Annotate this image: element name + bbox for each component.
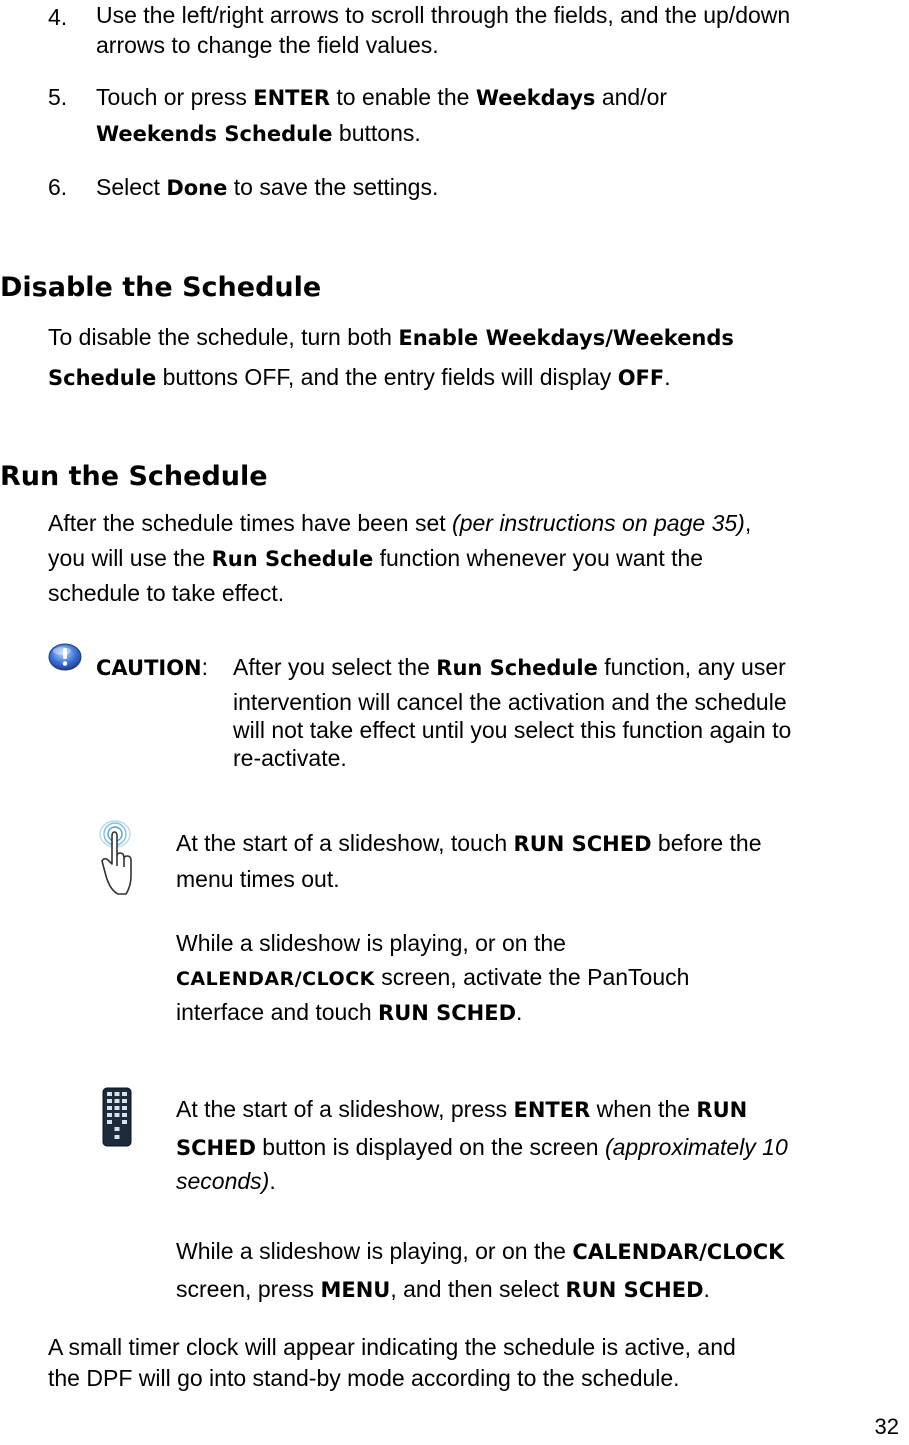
caution-label: CAUTION xyxy=(96,656,202,680)
disable-line-2 xyxy=(48,360,908,395)
step-5-mid: to enable the xyxy=(330,84,476,110)
remote-enter: ENTER xyxy=(513,1098,591,1122)
page-number: 32 xyxy=(874,1414,899,1439)
run-comma: , xyxy=(744,510,752,536)
step-4-text: Use the left/right arrows to scroll through the fields, and the up/down arrows to change the field values. xyxy=(96,2,791,58)
caution-l1pre: After you select the xyxy=(233,654,437,680)
touch-p2l3post: . xyxy=(516,999,523,1025)
step-5-mid2: and/or xyxy=(595,84,668,110)
touch-p2-line-1: While a slideshow is playing, or on the xyxy=(176,930,566,956)
footer-line-1: A small timer clock will appear indicating the schedule is active, and xyxy=(48,1334,736,1360)
remote-calendar-clock: CALENDAR/CLOCK xyxy=(572,1240,785,1264)
remote-p2-line-2 xyxy=(176,1272,710,1307)
remote-p1-line-3 xyxy=(176,1164,276,1198)
touch-p2-line-3 xyxy=(176,995,522,1030)
remote-p1end: . xyxy=(269,1168,276,1194)
step-5-weekends-schedule: Weekends Schedule xyxy=(96,122,333,146)
run-italic-ref: (per instructions on page 35) xyxy=(452,510,745,536)
caution-icon xyxy=(48,643,82,671)
touch-p1-line-2: menu times out. xyxy=(176,866,340,892)
touch-calendar-clock: CALENDAR/CLOCK xyxy=(176,968,375,990)
remote-run-sched: RUN SCHED xyxy=(565,1278,704,1302)
step-6-post: to save the settings. xyxy=(227,174,439,200)
caution-line-4: re-activate. xyxy=(233,745,347,771)
run-l2pre: you will use the xyxy=(48,545,212,571)
remote-p2-line-1 xyxy=(176,1234,784,1269)
caution-l1post: function, any user xyxy=(597,654,786,680)
caution-line-2: intervention will cancel the activation and the schedule xyxy=(233,689,787,715)
remote-p2l2pre: screen, press xyxy=(176,1276,321,1302)
remote-p1pre: At the start of a slideshow, press xyxy=(176,1096,514,1122)
touch-hand-icon xyxy=(98,820,134,898)
remote-p1mid: when the xyxy=(590,1096,697,1122)
step-6-text xyxy=(96,170,438,205)
run-l2post: function whenever you want the xyxy=(373,545,704,571)
run-line-1 xyxy=(48,506,908,540)
touch-p1post: before the xyxy=(651,830,762,856)
step-5-line-2 xyxy=(96,116,421,151)
run-heading: Run the Schedule xyxy=(0,461,268,492)
touch-run-sched-2: RUN SCHED xyxy=(378,1001,517,1025)
step-6-number: 6. xyxy=(48,174,68,200)
remote-p1l2post: button is displayed on the screen xyxy=(255,1134,605,1160)
step-5-line-1 xyxy=(96,80,667,115)
caution-label-wrap xyxy=(96,650,208,685)
touch-p2-line-2 xyxy=(176,960,689,996)
remote-p2l2mid: , and then select xyxy=(390,1276,566,1302)
run-pre: After the schedule times have been set xyxy=(48,510,453,536)
remote-seconds: seconds) xyxy=(176,1168,270,1194)
disable-heading: Disable the Schedule xyxy=(0,272,322,303)
disable-pre: To disable the schedule, turn both xyxy=(48,324,399,350)
step-5-pre: Touch or press xyxy=(96,84,254,110)
remote-p1-line-2 xyxy=(176,1130,788,1165)
disable-schedule: Schedule xyxy=(48,366,157,390)
footer-line-2: the DPF will go into stand-by mode according to the schedule. xyxy=(48,1365,680,1391)
touch-p1pre: At the start of a slideshow, touch xyxy=(176,830,514,856)
caution-line-1 xyxy=(233,650,786,685)
remote-sched: SCHED xyxy=(176,1136,256,1160)
run-run-schedule: Run Schedule xyxy=(211,547,374,571)
step-4-number: 4. xyxy=(48,4,68,30)
run-line-2 xyxy=(48,541,908,576)
run-line-3: schedule to take effect. xyxy=(48,580,285,606)
remote-approx: (approximately 10 xyxy=(604,1134,788,1160)
step-5-enter: ENTER xyxy=(253,86,331,110)
step-6-done: Done xyxy=(166,176,228,200)
touch-p2l2post: screen, activate the PanTouch xyxy=(374,964,690,990)
step-5-weekdays: Weekdays xyxy=(475,86,596,110)
remote-menu: MENU xyxy=(320,1278,391,1302)
remote-control-icon xyxy=(102,1087,132,1147)
disable-mid: buttons OFF, and the entry fields will display xyxy=(156,364,618,390)
step-6-pre: Select xyxy=(96,174,167,200)
touch-run-sched: RUN SCHED xyxy=(513,832,652,856)
disable-post: . xyxy=(664,364,671,390)
step-5-post: buttons. xyxy=(332,120,421,146)
disable-line-1 xyxy=(48,320,908,355)
disable-off: OFF xyxy=(617,366,665,390)
caution-colon: : xyxy=(201,654,209,680)
disable-enable-buttons: Enable Weekdays/Weekends xyxy=(398,326,734,350)
remote-run: RUN xyxy=(696,1098,748,1122)
remote-p2pre: While a slideshow is playing, or on the xyxy=(176,1238,573,1264)
remote-p2l2end: . xyxy=(703,1276,710,1302)
remote-p1-line-1 xyxy=(176,1092,747,1127)
touch-p2l3pre: interface and touch xyxy=(176,999,379,1025)
touch-p1-line-1 xyxy=(176,826,762,861)
caution-run-schedule: Run Schedule xyxy=(436,656,598,680)
caution-line-3: will not take effect until you select this function again to xyxy=(233,717,792,743)
step-5-number: 5. xyxy=(48,84,68,110)
